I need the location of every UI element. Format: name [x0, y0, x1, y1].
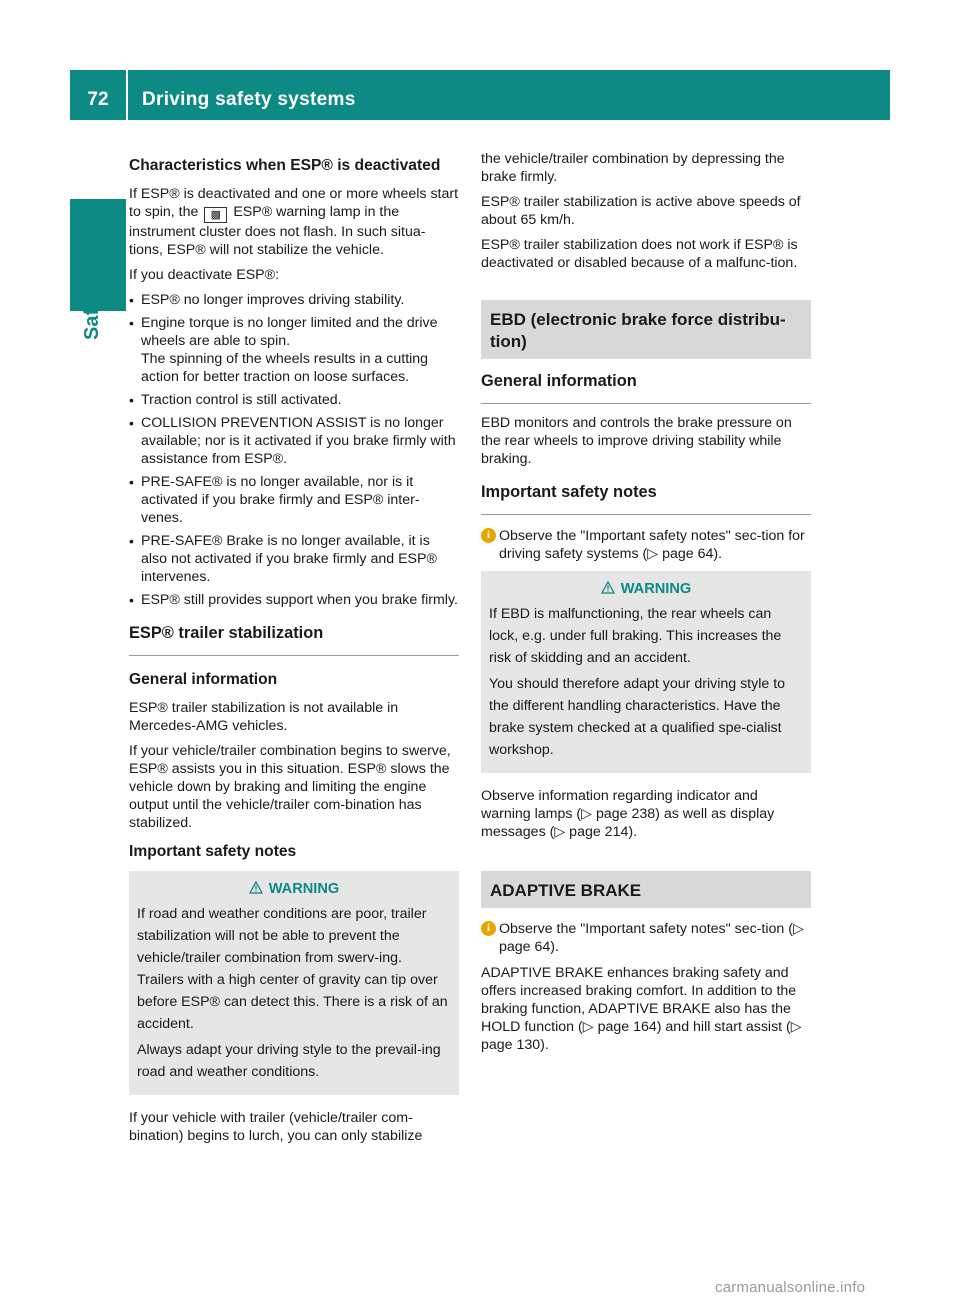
- paragraph: If you deactivate ESP®:: [129, 267, 280, 283]
- list-item: • ESP® no longer improves driving stability.: [129, 291, 459, 309]
- heading-important-safety-notes: Important safety notes: [481, 482, 811, 515]
- warning-text: Always adapt your driving style to the prevail-ing road and weather conditions.: [137, 1042, 441, 1080]
- warning-label: WARNING: [620, 581, 692, 597]
- paragraph: [129, 185, 459, 259]
- warning-triangle-icon: [601, 581, 615, 594]
- text: Engine torque is no longer limited and the drive wheels are able to spin.: [141, 315, 438, 349]
- info-text: Observe the "Important safety notes" sec-tion (▷ page 64).: [499, 921, 804, 955]
- left-column: [129, 150, 459, 1152]
- side-section-label: Safety: [81, 279, 103, 340]
- heading-esp-deactivated: Characteristics when ESP® is deactivated: [129, 157, 441, 174]
- warning-header: [489, 579, 803, 599]
- info-icon: i: [481, 921, 496, 936]
- heading-adaptive-brake: ADAPTIVE BRAKE: [481, 871, 811, 908]
- watermark: carmanualsonline.info: [715, 1279, 866, 1296]
- warning-header: [137, 879, 451, 899]
- paragraph: ESP® trailer stabilization is active above speeds of about 65 km/h.: [481, 194, 801, 228]
- paragraph: the vehicle/trailer combination by depressing the brake firmly.: [481, 151, 785, 185]
- warning-text: If road and weather conditions are poor, trailer stabilization will not be able to prevent the vehicle/trailer combination from swerv-ing. Trailers with a high center of gravity can tip over before ESP® can detect this. There is a risk of an accident.: [137, 906, 448, 1032]
- warning-label: WARNING: [268, 881, 340, 897]
- text: If ESP® is deactivated and one or more wheels start to spin, the: [129, 186, 459, 220]
- list-item: • PRE-SAFE® Brake is no longer available, it is also not activated if you brake firmly and ESP® intervenes.: [129, 532, 459, 586]
- list-item: • Traction control is still activated.: [129, 391, 459, 409]
- warning-triangle-icon: [249, 881, 263, 894]
- paragraph: ADAPTIVE BRAKE enhances braking safety and offers increased braking comfort. In addition to the braking function, ADAPTIVE BRAKE also has the HOLD function (▷ page 164) and hill start assist (▷ page 130).: [481, 965, 802, 1053]
- warning-text: If EBD is malfunctioning, the rear wheels can lock, e.g. under full braking. This increases the risk of skidding and an accident.: [489, 606, 782, 666]
- paragraph: If your vehicle/trailer combination begins to swerve, ESP® assists you in this situation. ESP® slows the vehicle down by braking and limiting the engine output until the vehicle/trailer com-bination has stabilized.: [129, 743, 451, 831]
- heading-ebd: EBD (electronic brake force distribu-tion): [481, 300, 811, 359]
- text: The spinning of the wheels results in a cutting action for better traction on loose surfaces.: [141, 351, 429, 385]
- heading-general-information: General information: [129, 671, 278, 688]
- list-item: [129, 314, 459, 386]
- info-note: [481, 527, 811, 563]
- header-divider: [126, 70, 128, 120]
- warning-text: You should therefore adapt your driving style to the different handling characteristics. Have the brake system checked at a qualified spe-cialist workshop.: [489, 676, 786, 758]
- list-item: • COLLISION PREVENTION ASSIST is no longer available; nor is it activated if you brake firmly with assistance from ESP®.: [129, 414, 459, 468]
- text: ESP® warning lamp in the instrument cluster does not flash. In such situa-tions, ESP® will not stabilize the vehicle.: [129, 204, 426, 258]
- heading-general-information: General information: [481, 371, 811, 404]
- info-icon: i: [481, 528, 496, 543]
- page-number: 72: [87, 89, 109, 110]
- warning-box: [129, 871, 459, 1095]
- paragraph: ESP® trailer stabilization is not available in Mercedes-AMG vehicles.: [129, 700, 399, 734]
- page-title: Driving safety systems: [142, 89, 356, 110]
- esp-warning-lamp-icon: ▩: [204, 207, 227, 223]
- list-item: • PRE-SAFE® is no longer available, nor is it activated if you brake firmly and ESP® inter-venes.: [129, 473, 459, 527]
- list-item: • ESP® still provides support when you brake firmly.: [129, 591, 459, 609]
- bullet-list: [129, 291, 459, 609]
- info-text: Observe the "Important safety notes" sec-tion for driving safety systems (▷ page 64).: [499, 528, 805, 562]
- paragraph: ESP® trailer stabilization does not work if ESP® is deactivated or disabled because of a malfunc-tion.: [481, 237, 798, 271]
- right-column: [481, 150, 811, 1061]
- heading-trailer-stabilization: ESP® trailer stabilization: [129, 623, 459, 656]
- heading-important-safety-notes: Important safety notes: [129, 843, 297, 860]
- paragraph: If your vehicle with trailer (vehicle/trailer com-bination) begins to lurch, you can only stabilize: [129, 1110, 423, 1144]
- info-note: [481, 920, 811, 956]
- paragraph: Observe information regarding indicator and warning lamps (▷ page 238) as well as display messages (▷ page 214).: [481, 788, 775, 840]
- warning-box: [481, 571, 811, 773]
- paragraph: EBD monitors and controls the brake pressure on the rear wheels to improve driving stability while braking.: [481, 415, 792, 467]
